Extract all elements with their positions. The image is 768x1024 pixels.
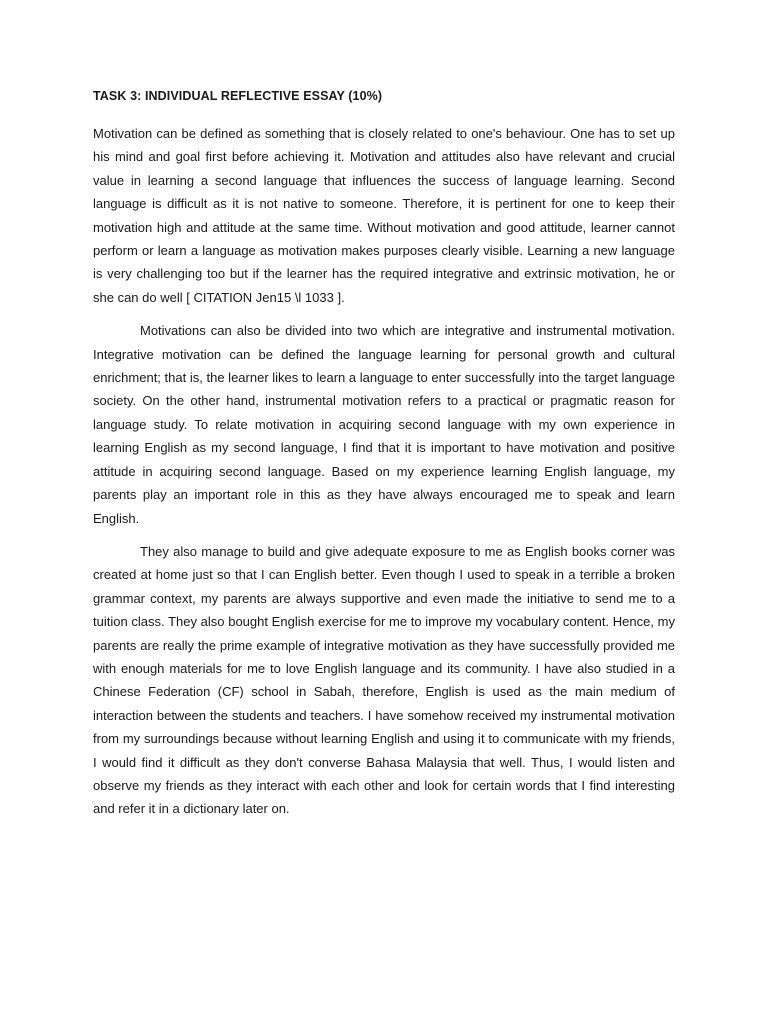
- paragraph-3: They also manage to build and give adequate exposure to me as English books corner was created at home just so that I can English better. Even though I used to speak in a terrible a broken grammar context, my parents are always supportive and even made the initiative to send me to a tuition class. They also bought English exercise for me to improve my vocabulary content. Hence, my parents are really the prime example of integrative motivation as they have successfully provided me with enough materials for me to love English language and its community. I have also studied in a Chinese Federation (CF) school in Sabah, therefore, English is used as the main medium of interaction between the students and teachers. I have somehow received my instrumental motivation from my surroundings because without learning English and using it to communicate with my friends, I would find it difficult as they don't converse Bahasa Malaysia that well. Thus, I would listen and observe my friends as they interact with each other and look for certain words that I find interesting and refer it in a dictionary later on.: [93, 543, 675, 817]
- paragraph-1: Motivation can be defined as something that is closely related to one's behaviour. One has to set up his mind and goal first before achieving it. Motivation and attitudes also have relevant and crucial value in learning a second language that influences the success of language learning. Second language is difficult as it is not native to someone. Therefore, it is pertinent for one to keep their motivation high and attitude at the same time. Without motivation and good attitude, learner cannot perform or learn a language as motivation makes purposes clearly visible. Learning a new language is very challenging too but if the learner has the required integrative and extrinsic motivation, he or she can do well [ CITATION Jen15 \l 1033 ].: [93, 126, 675, 305]
- essay-content: [93, 84, 675, 831]
- paragraph-2: Motivations can also be divided into two which are integrative and instrumental motivation. Integrative motivation can be defined the language learning for personal growth and cultural enrichment; that is, the learner likes to learn a language to enter successfully into the target language society. On the other hand, instrumental motivation refers to a practical or pragmatic reason for language study. To relate motivation in acquiring second language with my own experience in learning English as my second language, I find that it is important to have motivation and positive attitude in acquiring second language. Based on my experience learning English language, my parents play an important role in this as they have always encouraged me to speak and learn English.: [93, 323, 675, 526]
- essay-heading: TASK 3: INDIVIDUAL REFLECTIVE ESSAY (10%): [93, 89, 383, 103]
